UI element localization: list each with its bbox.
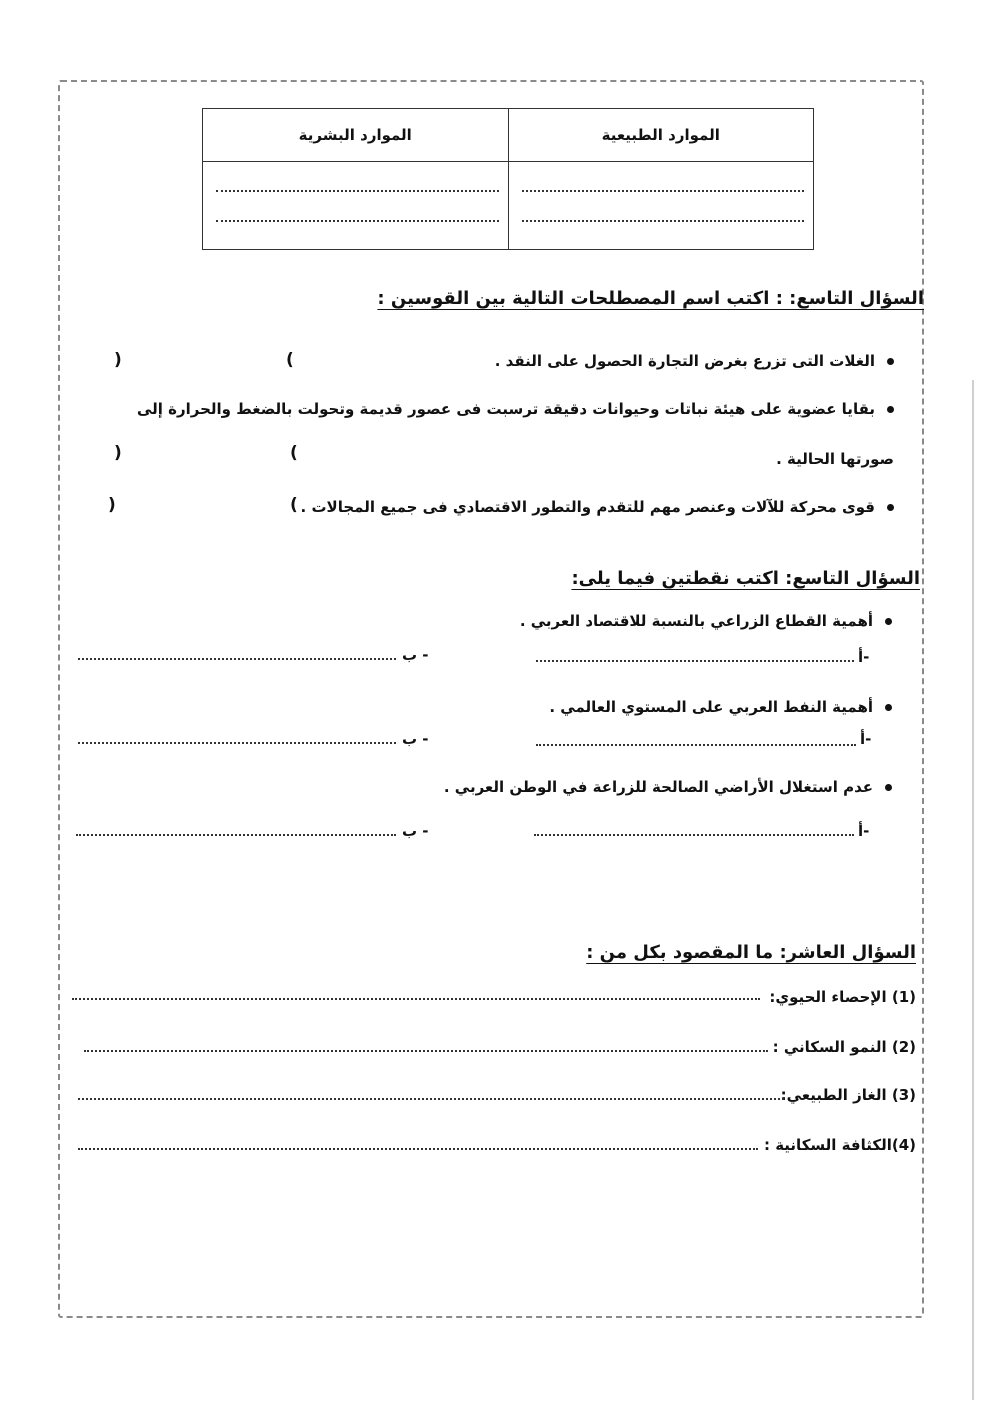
answer-paren-open: ( bbox=[290, 495, 298, 515]
term-item-text: قوى محركة للآلات وعنصر مهم للتقدم والتطور الاقتصادي فى جميع المجالات . bbox=[300, 498, 875, 516]
natural-resources-answer-cell[interactable] bbox=[508, 162, 814, 250]
q10-term-2: (2) النمو السكاني : bbox=[772, 1038, 916, 1056]
header-natural-resources: الموارد الطبيعية bbox=[508, 109, 814, 162]
answer-line-b-1[interactable] bbox=[78, 658, 396, 660]
q9-term-item-3 bbox=[301, 498, 894, 516]
bullet-icon bbox=[887, 358, 894, 365]
q10-term-1: (1) الإحصاء الحيوي: bbox=[769, 988, 916, 1006]
bullet-icon bbox=[885, 704, 892, 711]
answer-line-a-1[interactable] bbox=[536, 660, 854, 662]
answer-line-a-3[interactable] bbox=[534, 834, 854, 836]
q10-heading: السؤال العاشر: ما المقصود بكل من : bbox=[586, 942, 916, 963]
label-a: أ- bbox=[858, 822, 870, 840]
q9-point-item-1 bbox=[520, 612, 892, 630]
q9-points-heading: السؤال التاسع: اكتب نقطتين فيما يلى: bbox=[571, 568, 920, 589]
label-a: أ- bbox=[858, 648, 870, 666]
header-human-resources: الموارد البشرية bbox=[203, 109, 509, 162]
q10-term-3: (3) الغاز الطبيعي: bbox=[780, 1086, 916, 1104]
label-b: ب - bbox=[402, 730, 429, 748]
label-b: ب - bbox=[402, 822, 429, 840]
definition-line-2[interactable] bbox=[84, 1050, 768, 1052]
point-item-text: أهمية النفط العربي على المستوي العالمي . bbox=[549, 698, 873, 716]
scan-edge-line bbox=[972, 380, 974, 1400]
q9-point-item-3 bbox=[444, 778, 892, 796]
bullet-icon bbox=[887, 406, 894, 413]
answer-line-a-2[interactable] bbox=[536, 744, 856, 746]
point-item-text: أهمية القطاع الزراعي بالنسبة للاقتصاد العربي . bbox=[519, 612, 873, 630]
definition-line-1[interactable] bbox=[72, 998, 760, 1000]
term-answer-field-2[interactable] bbox=[130, 445, 285, 467]
q9-terms-heading: السؤال التاسع: : اكتب اسم المصطلحات التالية بين القوسين : bbox=[377, 288, 924, 309]
resources-table bbox=[202, 108, 814, 250]
term-item-text: الغلات التى تزرع بغرض التجارة الحصول على النقد . bbox=[494, 352, 875, 370]
answer-paren-close: ) bbox=[108, 495, 116, 515]
definition-line-4[interactable] bbox=[78, 1148, 758, 1150]
q10-term-4: (4)الكثافة السكانية : bbox=[763, 1136, 916, 1154]
answer-paren-close: ) bbox=[114, 350, 122, 370]
bullet-icon bbox=[885, 784, 892, 791]
answer-paren-close: ) bbox=[114, 443, 122, 463]
q9-term-item-2 bbox=[137, 400, 894, 418]
term-answer-field-1[interactable] bbox=[130, 352, 280, 374]
human-resources-answer-cell[interactable] bbox=[203, 162, 509, 250]
bullet-icon bbox=[885, 618, 892, 625]
q9-point-item-2 bbox=[549, 698, 892, 716]
answer-paren-open: ( bbox=[290, 443, 298, 463]
q9-term-item-1 bbox=[495, 352, 894, 370]
definition-line-3[interactable] bbox=[78, 1098, 784, 1100]
bullet-icon bbox=[887, 504, 894, 511]
term-item-text: بقايا عضوية على هيئة نباتات وحيوانات دقيقة ترسبت فى عصور قديمة وتحولت بالضغط والحرارة إلى bbox=[136, 400, 875, 418]
point-item-text: عدم استغلال الأراضي الصالحة للزراعة في الوطن العربي . bbox=[443, 778, 873, 796]
label-a: أ- bbox=[860, 730, 872, 748]
q9-term-item-2-continued: صورتها الحالية . bbox=[776, 450, 894, 468]
label-b: ب - bbox=[402, 646, 429, 664]
term-answer-field-3[interactable] bbox=[124, 497, 284, 519]
answer-line-b-2[interactable] bbox=[78, 742, 396, 744]
answer-paren-open: ( bbox=[286, 350, 294, 370]
answer-line-b-3[interactable] bbox=[76, 834, 396, 836]
